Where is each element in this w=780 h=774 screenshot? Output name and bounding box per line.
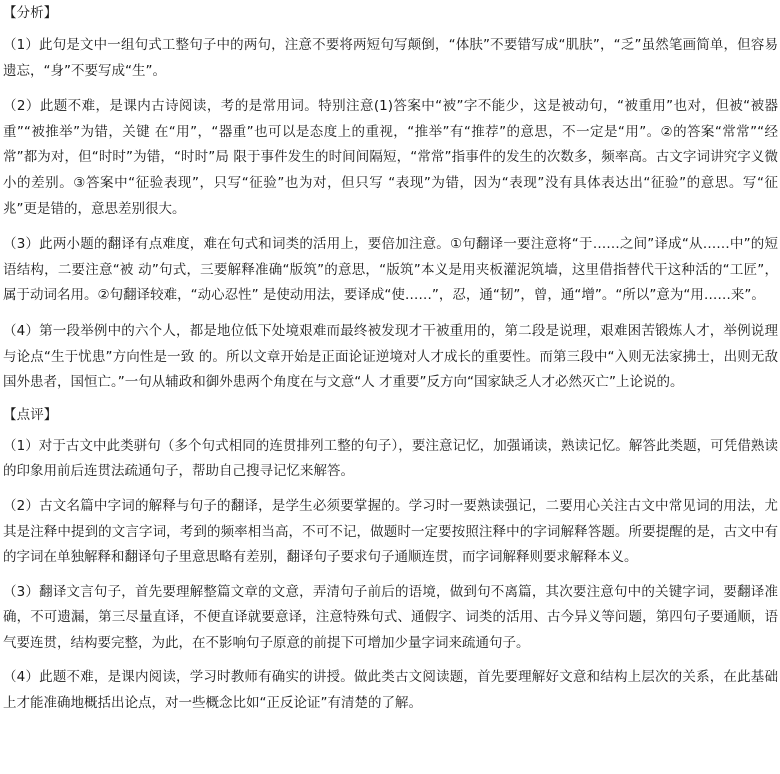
- analysis-paragraph-2: （2）此题不难，是课内古诗阅读，考的是常用词。特别注意(1)答案中“被”字不能少，这是被动句，“被重用”也对，但被“被器重”“被推举”为错，关键 在“用”，“器重”也可以是态度上的重视，“推举”有“推荐”的意思，不一定是“用”。②的答案“常常”“经常”都为对，但“时时”为错，“时时”局 限于事件发生的时间间隔短，“常常”指事件的发生的次数多，频率高。古文字词讲究字义微小的差别。③答案中“征验表现”，只写“征验”也为对，但只写 “表现”为错，因为“表现”没有具体表达出“征验”的意思。写“征兆”更是错的，意思差别很大。: [3, 98, 778, 217]
- comment-header: 【点评】: [3, 406, 58, 423]
- analysis-paragraph-4: （4）第一段举例中的六个人，都是地位低下处境艰难而最终被发现才干被重用的，第二段是说理，艰难困苦锻炼人才，举例说理与论点“生于忧患”方向性是一致 的。所以文章开始是正面论证逆境对人才成长的重要性。而第三段中“入则无法家拂士，出则无敌国外患者，国恒亡。”一句从辅政和御外患两个角度在与文意“人 才重要”反方向“国家缺乏人才必然灭亡”上论说的。: [3, 322, 778, 391]
- comment-paragraph-3: （3）翻译文言句子，首先要理解整篇文章的文意，弄清句子前后的语境，做到句不离篇，其次要注意句中的关键字词，要翻译准确，不可遗漏，第三尽量直译，不便直译就要意译，注意特殊句式、通假字、词类的活用、古今异义等问题，第四句子要通顺，语气要连贯，结构要完整，为此，在不影响句子原意的前提下可增加少量字词来疏通句子。: [3, 583, 778, 651]
- analysis-paragraph-3: （3）此两小题的翻译有点难度，难在句式和词类的活用上，要倍加注意。①句翻译一要注意将“于……之间”译成“从……中”的短语结构，二要注意“被 动”句式，三要解释准确“版筑”的意思，“版筑”本义是用夹板灌泥筑墙，这里借指替代干这种活的“工匠”，属于动词名用。②句翻译较难，“动心忍性” 是使动用法，要译成“使……”，忍，通“韧”，曾，通“增”。“所以”意为“用……来”。: [3, 236, 778, 304]
- analysis-paragraph-1: （1）此句是文中一组句式工整句子中的两句，注意不要将两短句写颠倒，“体肤”不要错写成“肌肤”，“乏”虽然笔画简单，但容易遗忘，“身”不要写成“生”。: [3, 37, 778, 79]
- comment-paragraph-1: （1）对于古文中此类骈句（多个句式相同的连贯排列工整的句子），要注意记忆，加强诵读，熟读记忆。解答此类题，可凭借熟读的印象用前后连贯法疏通句子，帮助自己搜寻记忆来解答。: [3, 437, 778, 480]
- analysis-header: 【分析】: [3, 5, 58, 21]
- comment-paragraph-4: （4）此题不难，是课内阅读，学习时教师有确实的讲授。做此类古文阅读题，首先要理解好文意和结构上层次的关系，在此基础上才能准确地概括出论点，对一些概念比如“正反论证”有清楚的了解。: [3, 669, 778, 712]
- comment-paragraph-2: （2）古文名篇中字词的解释与句子的翻译，是学生必须要掌握的。学习时一要熟读强记，二要用心关注古文中常见词的用法，尤其是注释中提到的文言字词，考到的频率相当高，不可不记，做题时一定要按照注释中的字词解释答题。所要提醒的是，古文中有的字词在单独解释和翻译句子里意思略有差别，翻译句子要求句子通顺连贯，而字词解释则要求解释本义。: [3, 497, 778, 566]
